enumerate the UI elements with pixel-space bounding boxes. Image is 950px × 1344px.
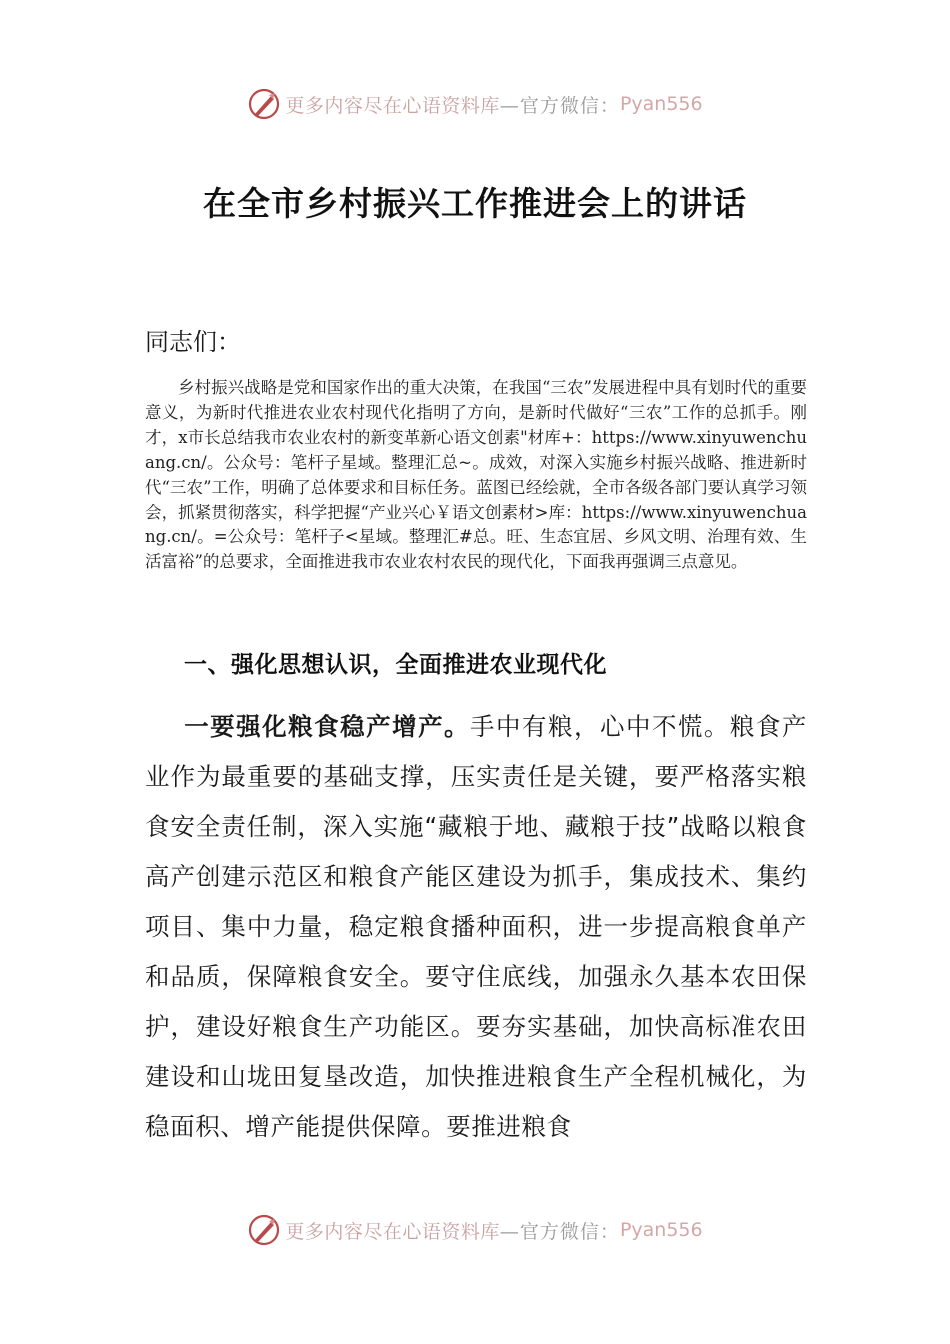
body-text: 手中有粮，心中不慌。粮食产业作为最重要的基础支撑，压实责任是关键，要严格落实粮食安全责任制，深入实施“藏粮于地、藏粮于技”战略以粮食高产创建示范区和粮食产能区建设为抓手，集成技术、集约项目、集中力量，稳定粮食播种面积，进一步提高粮食单产和品质，保障粮食安全。要守住底线，加强永久基本农田保护，建设好粮食生产功能区。要夯实基础，加快高标准农田建设和山垅田复垦改造，加快推进粮食生产全程机械化，为稳面积、增产能提供保障。要推进粮食 [145,712,807,1141]
section-heading: 一、强化思想认识，全面推进农业现代化 [184,652,607,678]
body-lead: 一要强化粮食稳产增产。 [184,712,471,741]
banner-text: 更多内容尽在心语资料库 [285,1220,500,1243]
banner-wechat-id: Pyan556 [619,93,703,115]
banner-text: 更多内容尽在心语资料库 [285,94,500,117]
body-paragraph [145,702,807,1152]
intro-paragraph: 乡村振兴战略是党和国家作出的重大决策，在我国“三农”发展进程中具有划时代的重要意义，为新时代推进农业农村现代化指明了方向，是新时代做好“三农”工作的总抓手。刚才，x市长总结我市农业农村的新变革新心语文创素"材库+：https://www.xinyuwenchuang.cn/。公众号：笔杆子星域。整理汇总~。成效，对深入实施乡村振兴战略、推进新时代“三农”工作，明确了总体要求和目标任务。蓝图已经绘就，全市各级各部门要认真学习领会，抓紧贯彻落实，科学把握“产业兴心￥语文创素材>库：https://www.xinyuwenchuang.cn/。=公众号：笔杆子<星域。整理汇#总。旺、生态宜居、乡风文明、治理有效、生活富裕”的总要求，全面推进我市农业农村农民的现代化，下面我再强调三点意见。 [145,378,807,572]
banner-wechat-label: —官方微信： [499,1220,620,1243]
footer-banner [0,1208,950,1252]
header-banner [0,82,950,126]
banner-wechat-id: Pyan556 [619,1219,703,1241]
quill-logo-icon [247,87,281,121]
greeting: 同志们： [145,328,241,356]
document-title: 在全市乡村振兴工作推进会上的讲话 [203,184,747,223]
banner-wechat-label: —官方微信： [499,94,620,117]
quill-logo-icon [247,1213,281,1247]
